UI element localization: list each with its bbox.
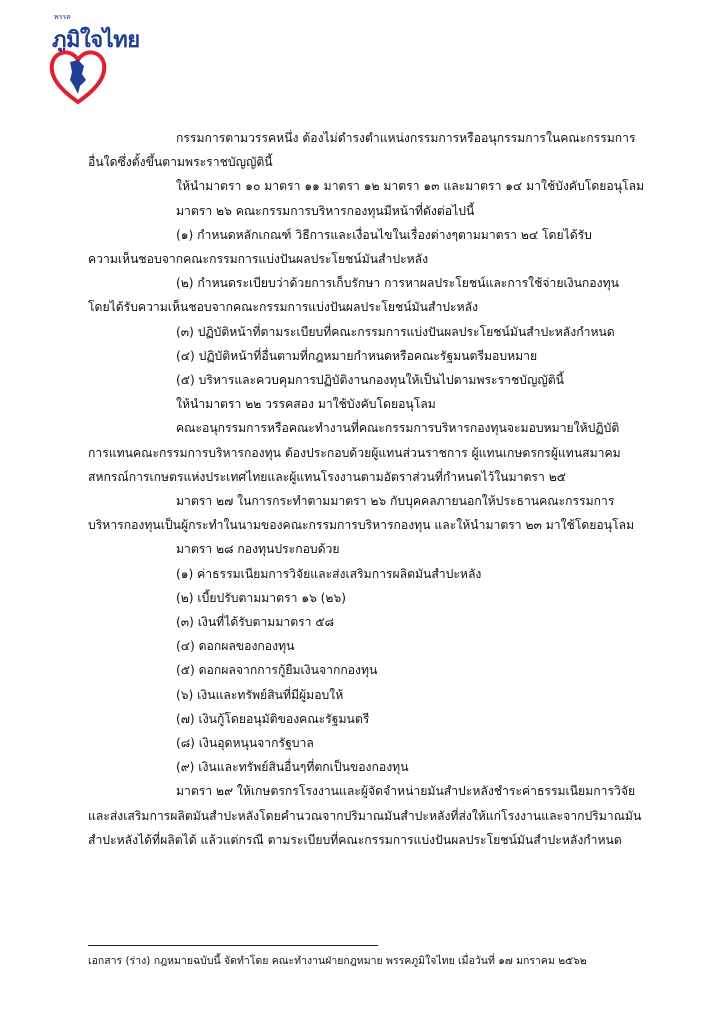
footnote: เอกสาร (ร่าง) กฎหมายฉบับนี้ จัดทำโดย คณะทำงานฝ่ายกฎหมาย พรรคภูมิใจไทย เมื่อวันที่ ๑๗ มกราคม ๒๕๖๒ — [88, 955, 587, 967]
party-logo — [44, 12, 140, 112]
paragraph-line: (๓) ปฏิบัติหน้าที่ตามระเบียบที่คณะกรรมการแบ่งปันผลประโยชน์มันสำปะหลังกำหนด — [176, 324, 615, 339]
paragraph-line: (๑) กำหนดหลักเกณฑ์ วิธีการและเงื่อนไขในเรื่องต่างๆตามมาตรา ๒๔ โดยได้รับ — [176, 227, 592, 242]
logo-name: ภูมิใจไทย — [52, 28, 140, 53]
paragraph-line: และส่งเสริมการผลิตมันสำปะหลังโดยคำนวณจากปริมาณมันสำปะหลังที่ส่งให้แก่โรงงานและจากปริมาณมัน — [88, 808, 642, 823]
paragraph-line: บริหารกองทุนเป็นผู้กระทำในนามของคณะกรรมการบริหารกองทุน และให้นำมาตรา ๒๓ มาใช้โดยอนุโลม — [88, 518, 635, 533]
paragraph-line: อื่นใดซึ่งตั้งขึ้นตามพระราชบัญญัตินี้ — [88, 155, 273, 170]
paragraph-line: มาตรา ๒๘ กองทุนประกอบด้วย — [176, 542, 340, 557]
paragraph-line: (๘) เงินอุดหนุนจากรัฐบาล — [176, 736, 314, 751]
paragraph-line: (๙) เงินและทรัพย์สินอื่นๆที่ตกเป็นของกองทุน — [176, 760, 409, 775]
paragraph-line: (๑) ค่าธรรมเนียมการวิจัยและส่งเสริมการผลิตมันสำปะหลัง — [176, 566, 482, 581]
paragraph-line: ให้นำมาตรา ๑๐ มาตรา ๑๑ มาตรา ๑๒ มาตรา ๑๓ และมาตรา ๑๔ มาใช้บังคับโดยอนุโลม — [176, 179, 645, 194]
paragraph-line: สหกรณ์การเกษตรแห่งประเทศไทยและผู้แทนโรงงานตามอัตราส่วนที่กำหนดไว้ในมาตรา ๒๕ — [88, 469, 566, 484]
paragraph-line: มาตรา ๒๙ ให้เกษตรกรโรงงานและผู้จัดจำหน่ายมันสำปะหลังชำระค่าธรรมเนียมการวิจัย — [176, 784, 636, 799]
document-body — [88, 126, 648, 852]
paragraph-line: (๗) เงินกู้โดยอนุมัติของคณะรัฐมนตรี — [176, 711, 370, 726]
paragraph-line: (๔) ปฏิบัติหน้าที่อื่นตามที่กฎหมายกำหนดหรือคณะรัฐมนตรีมอบหมาย — [176, 348, 538, 363]
paragraph-line: (๓) เงินที่ได้รับตามมาตรา ๕๘ — [176, 615, 334, 630]
paragraph-line: โดยได้รับความเห็นชอบจากคณะกรรมการแบ่งปันผลประโยชน์มันสำปะหลัง — [88, 300, 479, 315]
paragraph-line: สำปะหลังได้ที่ผลิตได้ แล้วแต่กรณี ตามระเบียบที่คณะกรรมการแบ่งปันผลประโยชน์มันสำปะหลังกำหนด — [88, 832, 622, 847]
paragraph-line: (๕) ดอกผลจากการกู้ยืมเงินจากกองทุน — [176, 663, 378, 678]
paragraph-line: กรรมการตามวรรคหนึ่ง ต้องไม่ดำรงตำแหน่งกรรมการหรืออนุกรรมการในคณะกรรมการ — [176, 131, 636, 145]
paragraph-line: (๕) บริหารและควบคุมการปฏิบัติงานกองทุนให้เป็นไปตามพระราชบัญญัตินี้ — [176, 373, 564, 388]
paragraph-line: (๖) เงินและทรัพย์สินที่มีผู้มอบให้ — [176, 687, 344, 702]
paragraph-line: การแทนคณะกรรมการบริหารกองทุน ต้องประกอบด้วยผู้แทนส่วนราชการ ผู้แทนเกษตรกรผู้แทนสมาคม — [88, 445, 621, 460]
paragraph-line: (๔) ดอกผลของกองทุน — [176, 639, 295, 654]
heart-map-icon — [48, 46, 108, 108]
footnote-divider — [88, 945, 378, 946]
paragraph-line: ให้นำมาตรา ๒๒ วรรคสอง มาใช้บังคับโดยอนุโลม — [176, 397, 436, 412]
logo-small-text: พรรค — [54, 13, 71, 21]
paragraph-line: คณะอนุกรรมการหรือคณะทำงานที่คณะกรรมการบริหารกองทุนจะมอบหมายให้ปฏิบัติ — [176, 421, 620, 436]
paragraph-line: มาตรา ๒๖ คณะกรรมการบริหารกองทุนมีหน้าที่ดังต่อไปนี้ — [176, 203, 475, 218]
paragraph-line: (๒) กำหนดระเบียบว่าด้วยการเก็บรักษา การหาผลประโยชน์และการใช้จ่ายเงินกองทุน — [176, 276, 619, 291]
paragraph-line: ความเห็นชอบจากคณะกรรมการแบ่งปันผลประโยชน์มันสำปะหลัง — [88, 252, 429, 267]
paragraph-line: (๒) เบี้ยปรับตามมาตรา ๑๖ (๒๖) — [176, 590, 346, 605]
paragraph-line: มาตรา ๒๗ ในการกระทำตามมาตรา ๒๖ กับบุคคลภายนอกให้ประธานคณะกรรมการ — [176, 494, 615, 509]
